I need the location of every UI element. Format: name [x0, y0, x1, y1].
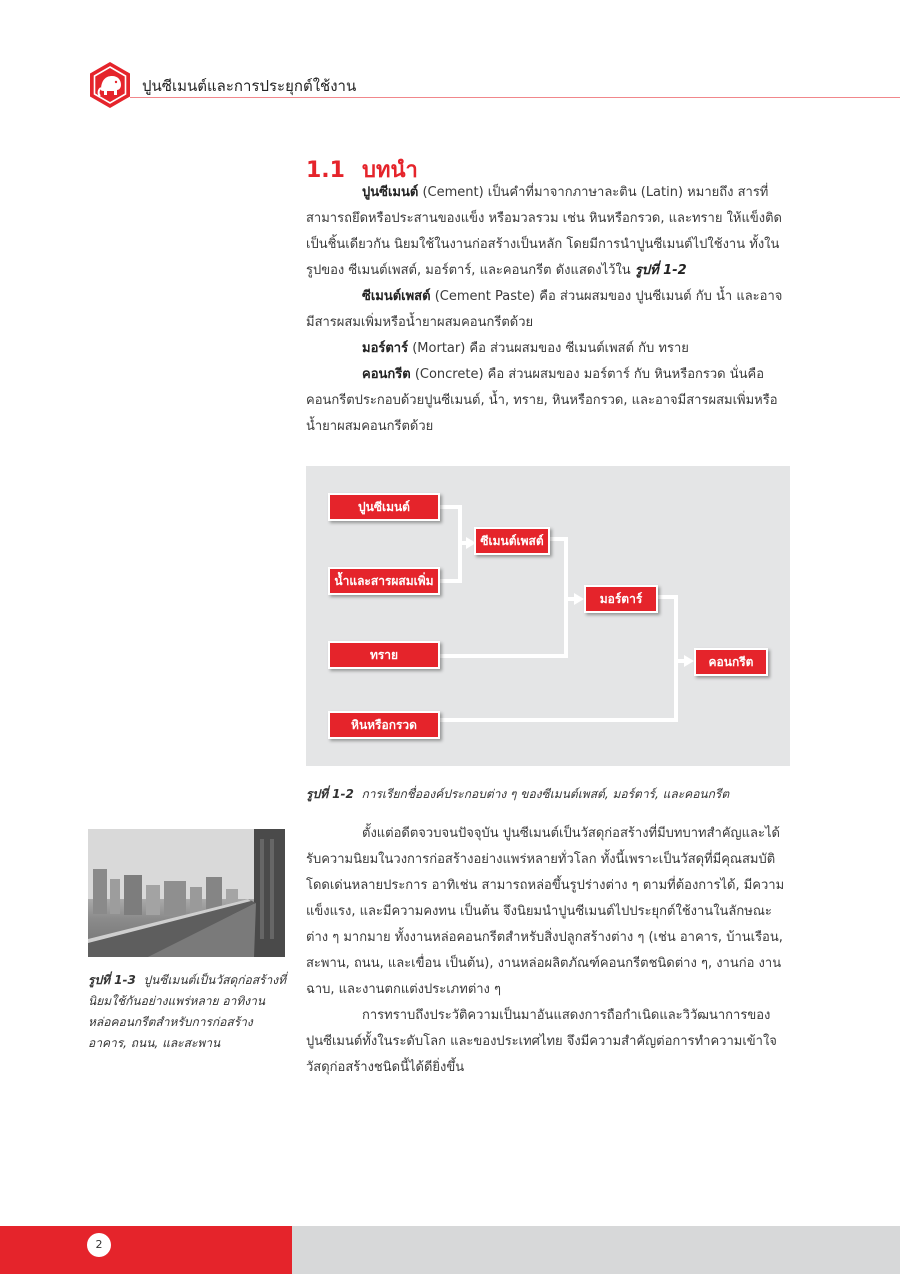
figure-1-2-caption	[306, 784, 806, 805]
paragraph-history: การทราบถึงประวัติความเป็นมาอันแสดงการถือกำเนิดและวิวัฒนาการของปูนซีเมนต์ทั้งในระดับโลก และของประเทศไทย จึงมีความสำคัญต่อการทำความเข้าใจวัสดุก่อสร้างชนิดนี้ได้ดียิ่งขึ้น	[306, 1008, 777, 1075]
section-title: บทนำ	[362, 158, 418, 183]
paragraph-cement	[306, 180, 790, 284]
page-number: 2	[87, 1233, 111, 1257]
header-divider	[130, 97, 900, 98]
footer-grey-band	[292, 1226, 900, 1274]
paragraph-usage: ตั้งแต่อดีตจวบจนปัจจุบัน ปูนซีเมนต์เป็นวัสดุก่อสร้างที่มีบทบาทสำคัญและได้รับความนิยมในวงการก่อสร้างอย่างแพร่หลายทั่วโลก ทั้งนี้เพราะเป็นวัสดุที่มีคุณสมบัติโดดเด่นหลายประการ อาทิเช่น สามารถหล่อขึ้นรูปร่างต่าง ๆ ตามที่ต้องการได้, มีความแข็งแรง, และมีความคงทน เป็นต้น จึงนิยมนำปูนซีเมนต์ไปประยุกต์ใช้งานในลักษณะต่าง ๆ มากมาย ทั้งงานหล่อคอนกรีตสำหรับสิ่งปลูกสร้างต่าง ๆ (เช่น อาคาร, บ้านเรือน, สะพาน, ถนน, และเขื่อน เป็นต้น), งานหล่อผลิตภัณฑ์คอนกรีตชนิดต่าง ๆ, งานก่อ งานฉาบ, และงานตกแต่งประเภทต่าง ๆ	[306, 826, 785, 997]
paragraph-cement-paste	[306, 284, 790, 336]
paragraph-cement-paste-text: (Cement Paste) คือ ส่วนผสมของ ปูนซีเมนต์ กับ น้ำ และอาจมีสารผสมเพิ่มหรือน้ำยาผสมคอนกรีตด้วย	[306, 289, 783, 330]
city-construction-photo	[88, 829, 285, 957]
figure-1-3-label: รูปที่ 1-3	[88, 973, 136, 987]
paragraph-cement-text: (Cement) เป็นคำที่มาจากภาษาละติน (Latin) หมายถึง สารที่สามารถยึดหรือประสานของแข็ง หรือมวลรวม เช่น หินหรือกรวด, และทราย ให้แข็งติดเป็นชิ้นเดียวกัน นิยมใช้ในงานก่อสร้างเป็นหลัก โดยมีการนำปูนซีเมนต์ไปใช้งาน ทั้งในรูปของ ซีเมนต์เพสต์, มอร์ตาร์, และคอนกรีต ดังแสดงไว้ใน	[306, 185, 782, 278]
footer-red-band	[0, 1226, 292, 1274]
concrete-components-diagram	[306, 466, 790, 766]
paragraph-concrete	[306, 362, 790, 440]
node-concrete: คอนกรีต	[694, 648, 768, 676]
node-cement: ปูนซีเมนต์	[328, 493, 440, 521]
paragraph-concrete-text: (Concrete) คือ ส่วนผสมของ มอร์ตาร์ กับ หินหรือกรวด นั่นคือ คอนกรีตประกอบด้วยปูนซีเมนต์, น้ำ, ทราย, หินหรือกรวด, และอาจมีสารผสมเพิ่มหรือน้ำยาผสมคอนกรีตด้วย	[306, 367, 778, 434]
page-header	[0, 0, 900, 100]
figure-1-3-text: ปูนซีเมนต์เป็นวัสดุก่อสร้างที่นิยมใช้กันอย่างแพร่หลาย อาทิงานหล่อคอนกรีตสำหรับการก่อสร้างอาคาร, ถนน, และสะพาน	[88, 973, 286, 1050]
intro-text	[306, 180, 790, 440]
node-sand: ทราย	[328, 641, 440, 669]
figure-1-2-label: รูปที่ 1-2	[306, 787, 354, 801]
figure-1-3-caption	[88, 970, 286, 1054]
term-cement-paste: ซีเมนต์เพสต์	[362, 289, 431, 304]
paragraph-mortar	[306, 336, 790, 362]
term-cement: ปูนซีเมนต์	[362, 185, 419, 200]
node-gravel: หินหรือกรวด	[328, 711, 440, 739]
node-mortar: มอร์ตาร์	[584, 585, 658, 613]
figure-1-2-text: การเรียกชื่อองค์ประกอบต่าง ๆ ของซีเมนต์เพสต์, มอร์ตาร์, และคอนกรีต	[361, 787, 730, 801]
node-water-admixture: น้ำและสารผสมเพิ่ม	[328, 567, 440, 595]
elephant-hexagon-logo-icon	[88, 61, 132, 109]
history-text	[306, 821, 790, 1081]
term-concrete: คอนกรีต	[362, 367, 411, 382]
figure-reference[interactable]: รูปที่ 1-2	[634, 263, 687, 278]
paragraph-mortar-text: (Mortar) คือ ส่วนผสมของ ซีเมนต์เพสต์ กับ ทราย	[408, 341, 689, 356]
section-number: 1.1	[306, 158, 345, 183]
term-mortar: มอร์ตาร์	[362, 341, 409, 356]
node-cement-paste: ซีเมนต์เพสต์	[474, 527, 550, 555]
running-header-title: ปูนซีเมนต์และการประยุกต์ใช้งาน	[142, 77, 357, 95]
